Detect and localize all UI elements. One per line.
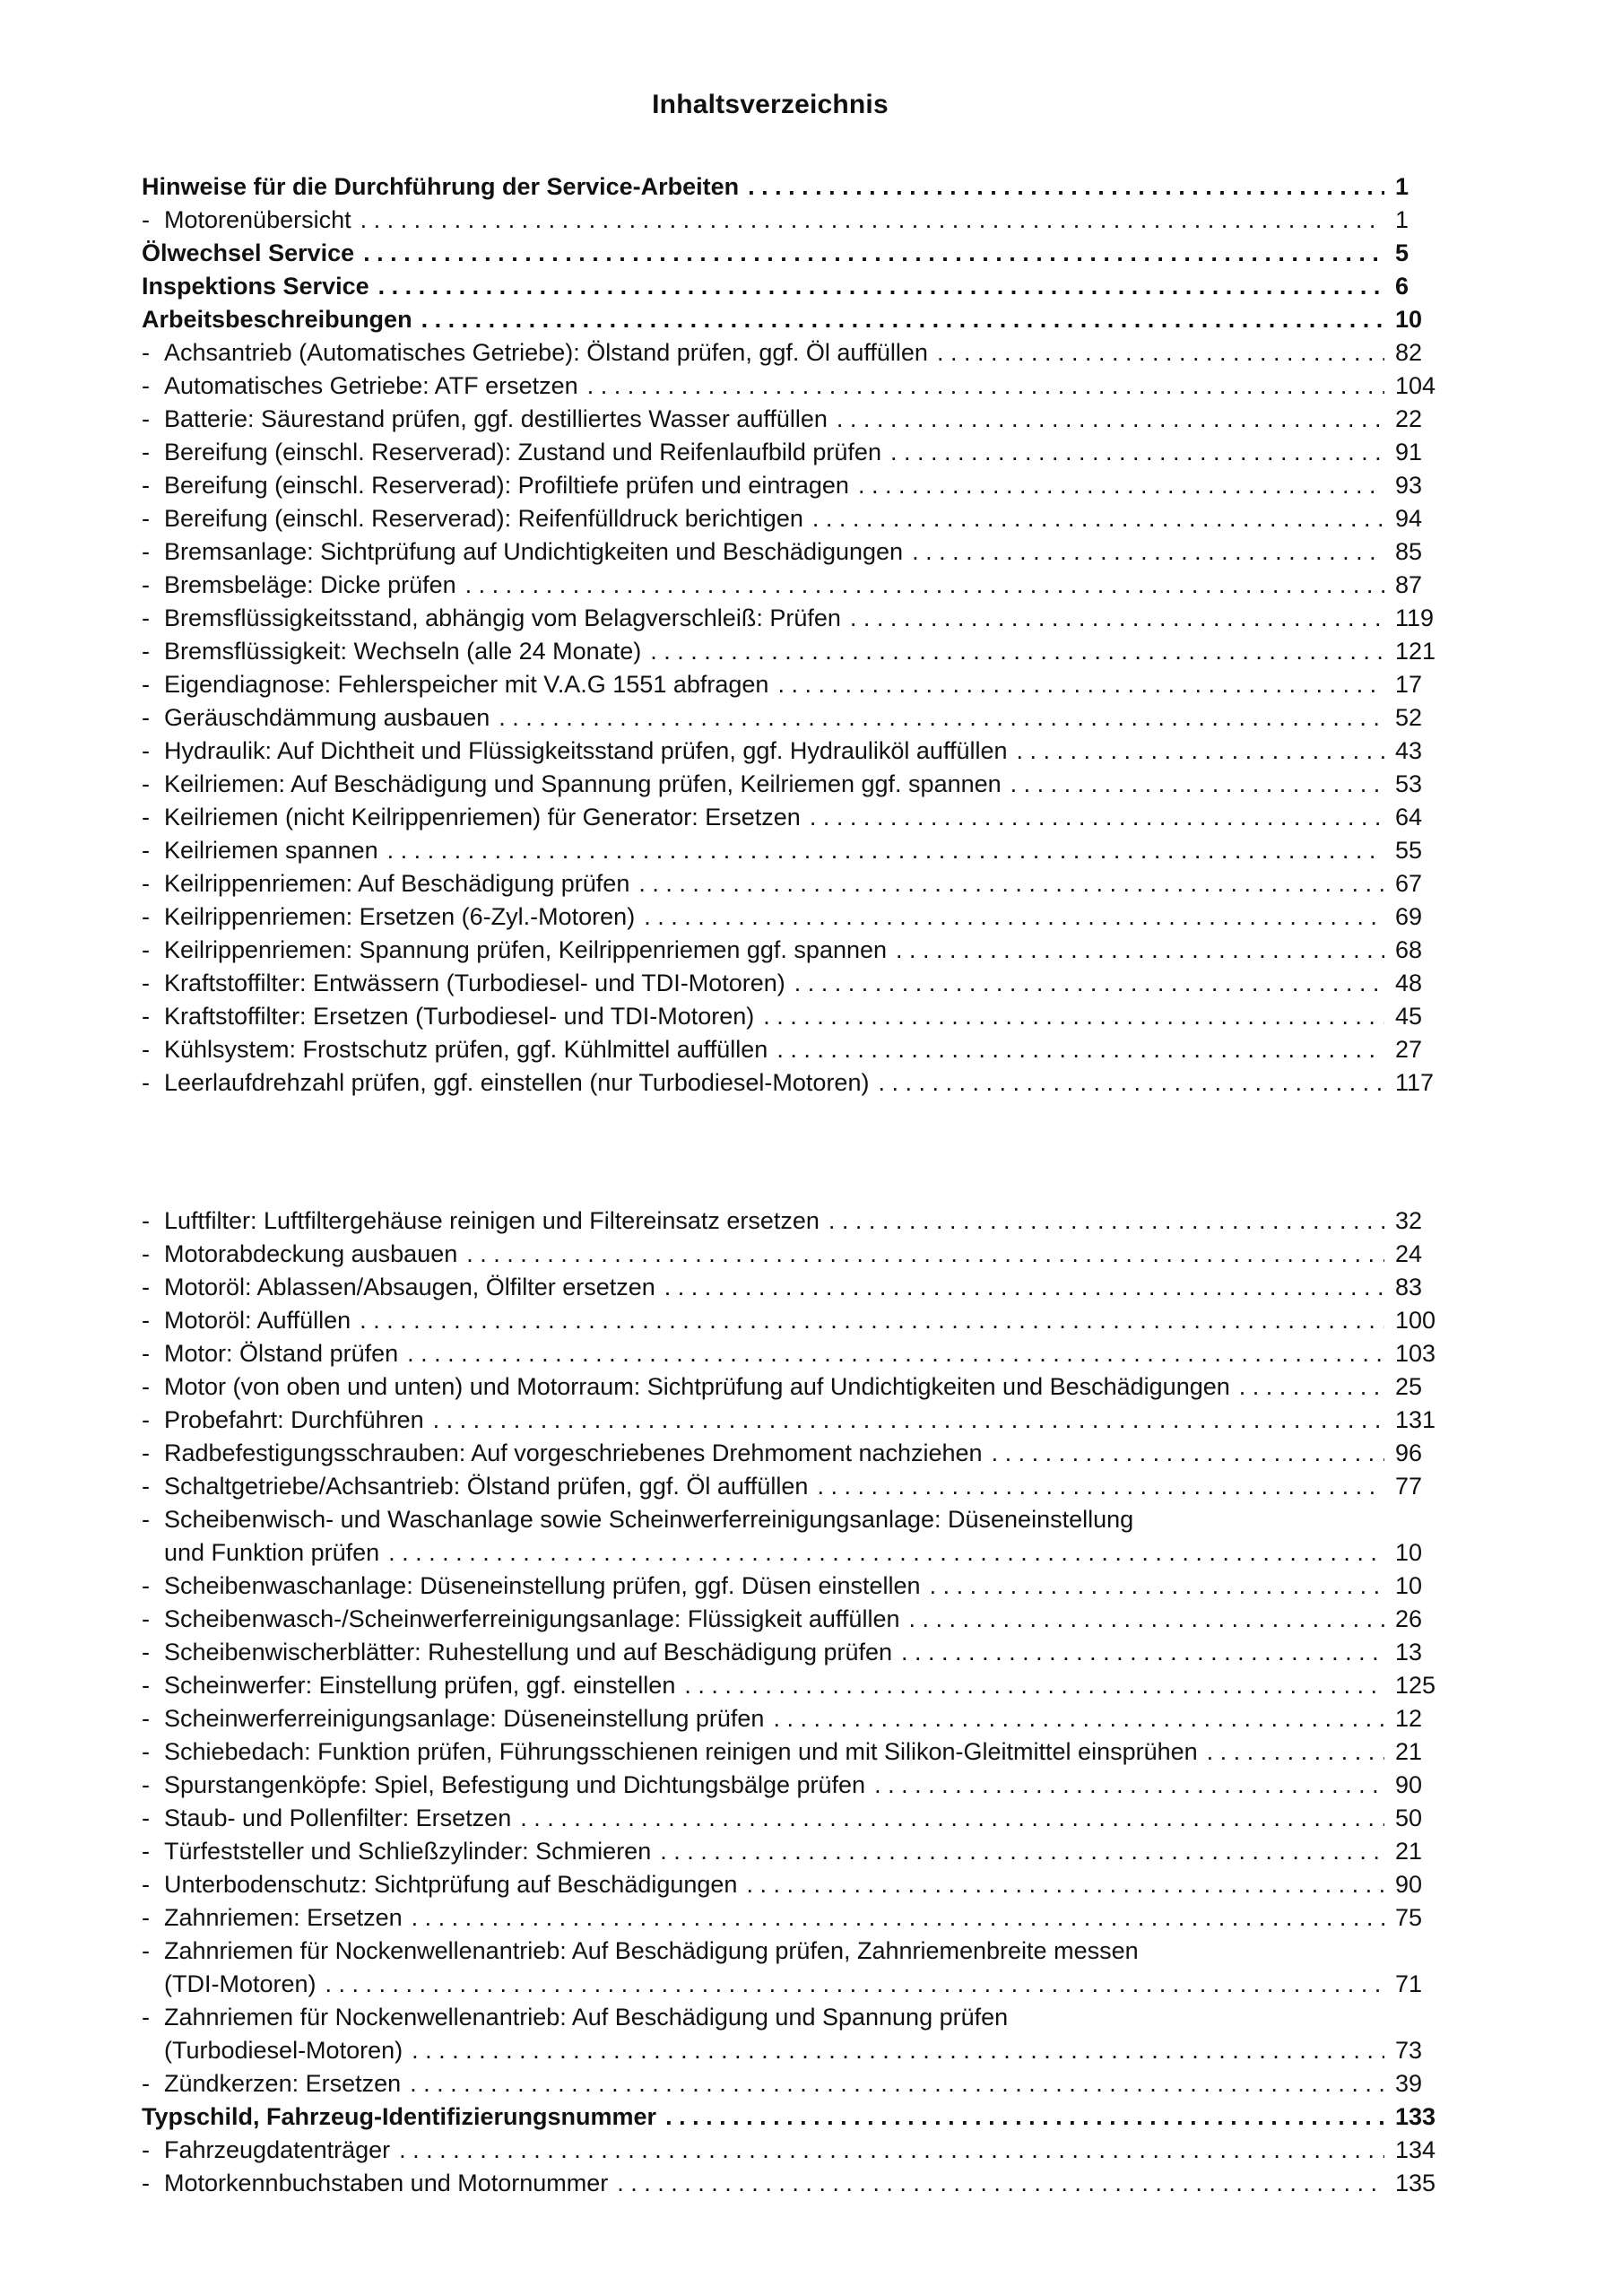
toc-entry-title: Motoröl: Auffüllen — [164, 1307, 351, 1334]
toc-dot-leader — [878, 1066, 1384, 1100]
toc-entry — [142, 1304, 1445, 1337]
toc-entry — [142, 403, 1445, 436]
toc-entry-title: Keilriemen spannen — [164, 837, 378, 864]
toc-entry-title: Kraftstoffilter: Ersetzen (Turbodiesel- und TDI-Motoren) — [164, 1003, 755, 1030]
toc-dot-leader — [748, 170, 1384, 204]
toc-entry-page: 64 — [1395, 804, 1423, 831]
toc-dot-leader — [1010, 768, 1384, 801]
toc-entry — [142, 1370, 1445, 1404]
toc-entry-dash: - — [142, 1406, 150, 1433]
toc-entry-page: 13 — [1395, 1639, 1423, 1665]
toc-entry-title: Arbeitsbeschreibungen — [142, 306, 412, 333]
toc-dot-leader — [812, 502, 1384, 535]
toc-entry-dash: - — [142, 405, 150, 432]
toc-entry-title: Hydraulik: Auf Dichtheit und Flüssigkeitsstand prüfen, ggf. Hydrauliköl auffüllen — [164, 737, 1008, 764]
toc-entry-page: 48 — [1395, 970, 1423, 996]
toc-entry-page: 1 — [1395, 173, 1409, 200]
toc-entry-title-continued: und Funktion prüfen — [164, 1539, 380, 1566]
toc-entry-page: 53 — [1395, 770, 1423, 797]
toc-entry — [142, 1337, 1445, 1370]
toc-entry-dash: - — [142, 1506, 150, 1533]
toc-entry — [142, 602, 1445, 635]
toc-heading — [142, 2100, 1445, 2134]
toc-dot-leader — [930, 1570, 1384, 1603]
toc-entry-dash: - — [142, 1069, 150, 1096]
toc-entry-dash: - — [142, 1904, 150, 1931]
toc-entry-page: 21 — [1395, 1738, 1423, 1765]
toc-entry-title: Zahnriemen für Nockenwellenantrieb: Auf Beschädigung und Spannung prüfen — [164, 2004, 1009, 2031]
toc-entry — [142, 2167, 1445, 2200]
toc-dot-leader — [908, 1603, 1384, 1636]
toc-entry — [142, 1503, 1445, 1570]
toc-entry-page: 125 — [1395, 1672, 1436, 1699]
toc-entry-dash: - — [142, 571, 150, 598]
toc-entry-title: Bremsanlage: Sichtprüfung auf Undichtigkeiten und Beschädigungen — [164, 538, 904, 565]
toc-entry-dash: - — [142, 1473, 150, 1500]
toc-entry-page: 67 — [1395, 870, 1423, 897]
toc-entry-page: 1 — [1395, 206, 1409, 233]
toc-entry-dash: - — [142, 970, 150, 996]
toc-entry-page: 87 — [1395, 571, 1423, 598]
toc-entry-page: 5 — [1395, 239, 1409, 266]
toc-dot-leader — [794, 967, 1384, 1000]
toc-entry — [142, 1702, 1445, 1735]
toc-entry-dash: - — [142, 704, 150, 731]
toc-entry — [142, 2001, 1445, 2067]
toc-entry-title: Batterie: Säurestand prüfen, ggf. destilliertes Wasser auffüllen — [164, 405, 828, 432]
toc-dot-leader — [912, 535, 1384, 569]
toc-entry — [142, 569, 1445, 602]
toc-entry-page: 12 — [1395, 1705, 1423, 1732]
toc-entry-page: 96 — [1395, 1439, 1423, 1466]
toc-dot-leader — [466, 1238, 1384, 1271]
toc-entry-title: Motor: Ölstand prüfen — [164, 1340, 399, 1367]
toc-entry-page: 25 — [1395, 1373, 1423, 1400]
toc-entry-dash: - — [142, 1805, 150, 1831]
toc-entry-page: 73 — [1395, 2037, 1423, 2064]
toc-entry — [142, 801, 1445, 834]
toc-entry-title: Scheinwerferreinigungsanlage: Düseneinstellung prüfen — [164, 1705, 765, 1732]
toc-entry-page: 104 — [1395, 372, 1436, 399]
toc-entry — [142, 1935, 1445, 2001]
toc-entry-title: Scheibenwaschanlage: Düseneinstellung prüfen, ggf. Düsen einstellen — [164, 1572, 921, 1599]
toc-dot-leader — [1239, 1370, 1384, 1404]
toc-entry — [142, 469, 1445, 502]
toc-dot-leader — [387, 834, 1384, 867]
toc-dot-leader — [325, 1968, 1384, 2001]
toc-dot-leader — [837, 403, 1384, 436]
toc-entry — [142, 1570, 1445, 1603]
toc-entry-line — [142, 2001, 1445, 2034]
toc-dot-leader — [874, 1769, 1384, 1802]
toc-section-1 — [142, 170, 1445, 1100]
toc-dot-leader — [499, 701, 1384, 735]
toc-entry — [142, 1238, 1445, 1271]
toc-entry-title: Fahrzeugdatenträger — [164, 2136, 391, 2163]
toc-entry-page: 6 — [1395, 273, 1409, 300]
toc-entry — [142, 1271, 1445, 1304]
toc-entry-dash: - — [142, 804, 150, 831]
toc-entry-title: Schaltgetriebe/Achsantrieb: Ölstand prüfen, ggf. Öl auffüllen — [164, 1473, 809, 1500]
toc-entry — [142, 535, 1445, 569]
toc-entry-dash: - — [142, 2136, 150, 2163]
toc-entry-line — [142, 1935, 1445, 1968]
toc-entry — [142, 336, 1445, 370]
toc-entry — [142, 1868, 1445, 1901]
toc-entry-title: Kraftstoffilter: Entwässern (Turbodiesel- und TDI-Motoren) — [164, 970, 785, 996]
toc-entry-title: Türfeststeller und Schließzylinder: Schmieren — [164, 1838, 652, 1865]
toc-entry-page: 32 — [1395, 1207, 1423, 1234]
toc-entry-title: Probefahrt: Durchführen — [164, 1406, 424, 1433]
toc-entry — [142, 1669, 1445, 1702]
toc-dot-leader — [858, 469, 1384, 502]
toc-entry — [142, 2067, 1445, 2100]
toc-dot-leader — [650, 635, 1384, 668]
toc-dot-leader — [360, 1304, 1384, 1337]
toc-entry — [142, 436, 1445, 469]
toc-entry-title: Scheibenwischerblätter: Ruhestellung und auf Beschädigung prüfen — [164, 1639, 893, 1665]
toc-entry-title: Ölwechsel Service — [142, 239, 355, 266]
toc-dot-leader — [992, 1437, 1384, 1470]
toc-entry-title: Luftfilter: Luftfiltergehäuse reinigen und Filtereinsatz ersetzen — [164, 1207, 820, 1234]
toc-entry-title: Motoröl: Ablassen/Absaugen, Ölfilter ersetzen — [164, 1274, 655, 1300]
toc-entry-line — [142, 1968, 1445, 2001]
toc-entry — [142, 1205, 1445, 1238]
toc-entry-page: 135 — [1395, 2170, 1436, 2196]
toc-entry-title: Scheibenwisch- und Waschanlage sowie Scheinwerferreinigungsanlage: Düseneinstellung — [164, 1506, 1134, 1533]
toc-entry-line — [142, 2034, 1445, 2067]
toc-entry-title: Kühlsystem: Frostschutz prüfen, ggf. Kühlmittel auffüllen — [164, 1036, 768, 1063]
toc-entry-title: Motorkennbuchstaben und Motornummer — [164, 2170, 609, 2196]
toc-entry-dash: - — [142, 1439, 150, 1466]
toc-dot-leader — [684, 1669, 1384, 1702]
toc-heading — [142, 303, 1445, 336]
toc-entry-page: 93 — [1395, 472, 1423, 499]
toc-entry-page: 77 — [1395, 1473, 1423, 1500]
toc-entry-dash: - — [142, 1738, 150, 1765]
toc-entry-page: 26 — [1395, 1605, 1423, 1632]
toc-heading — [142, 270, 1445, 303]
toc-entry — [142, 701, 1445, 735]
toc-entry-dash: - — [142, 1373, 150, 1400]
toc-dot-leader — [410, 2067, 1384, 2100]
toc-entry-page: 24 — [1395, 1240, 1423, 1267]
toc-entry-dash: - — [142, 1036, 150, 1063]
toc-entry-title: Staub- und Pollenfilter: Ersetzen — [164, 1805, 512, 1831]
toc-entry-page: 22 — [1395, 405, 1423, 432]
toc-entry-title-continued: (Turbodiesel-Motoren) — [164, 2037, 403, 2064]
toc-entry-page: 68 — [1395, 936, 1423, 963]
toc-entry-title: Keilrippenriemen: Spannung prüfen, Keilrippenriemen ggf. spannen — [164, 936, 888, 963]
toc-entry-page: 82 — [1395, 339, 1423, 366]
toc-entry — [142, 1769, 1445, 1802]
toc-entry-title: Keilriemen (nicht Keilrippenriemen) für Generator: Ersetzen — [164, 804, 801, 831]
toc-entry — [142, 1033, 1445, 1066]
toc-entry-page: 10 — [1395, 306, 1423, 333]
toc-dot-leader — [817, 1470, 1384, 1503]
toc-entry-page: 133 — [1395, 2103, 1436, 2130]
toc-dot-leader — [587, 370, 1384, 403]
toc-entry — [142, 768, 1445, 801]
toc-entry-dash: - — [142, 372, 150, 399]
toc-entry — [142, 1603, 1445, 1636]
toc-entry-title-continued: (TDI-Motoren) — [164, 1970, 317, 1997]
toc-dot-leader — [777, 668, 1384, 701]
toc-dot-leader — [896, 934, 1384, 967]
toc-entry-dash: - — [142, 505, 150, 532]
toc-entry-title: Bereifung (einschl. Reserverad): Zustand und Reifenlaufbild prüfen — [164, 439, 881, 465]
toc-entry-page: 83 — [1395, 1274, 1423, 1300]
toc-entry-dash: - — [142, 837, 150, 864]
toc-entry — [142, 1636, 1445, 1669]
toc-entry-dash: - — [142, 1307, 150, 1334]
toc-entry-page: 94 — [1395, 505, 1423, 532]
toc-entry — [142, 204, 1445, 237]
toc-dot-leader — [1207, 1735, 1384, 1769]
toc-entry — [142, 1735, 1445, 1769]
toc-dot-leader — [665, 2100, 1384, 2134]
toc-entry — [142, 1000, 1445, 1033]
toc-dot-leader — [828, 1205, 1384, 1238]
toc-heading — [142, 237, 1445, 270]
toc-entry-title: Motorabdeckung ausbauen — [164, 1240, 458, 1267]
toc-entry-title: Unterbodenschutz: Sichtprüfung auf Beschädigungen — [164, 1871, 738, 1898]
toc-entry-dash: - — [142, 1240, 150, 1267]
toc-entry-page: 10 — [1395, 1539, 1423, 1566]
toc-entry-dash: - — [142, 1838, 150, 1865]
toc-entry-page: 10 — [1395, 1572, 1423, 1599]
toc-entry-title: Bereifung (einschl. Reserverad): Profiltiefe prüfen und eintragen — [164, 472, 849, 499]
toc-entry-page: 100 — [1395, 1307, 1436, 1334]
toc-entry-dash: - — [142, 870, 150, 897]
toc-entry — [142, 668, 1445, 701]
toc-dot-leader — [378, 270, 1384, 303]
toc-entry — [142, 967, 1445, 1000]
toc-entry-dash: - — [142, 538, 150, 565]
toc-entry-title: Geräuschdämmung ausbauen — [164, 704, 490, 731]
toc-section-2 — [142, 1205, 1445, 2200]
toc-entry-title: Motorenübersicht — [164, 206, 351, 233]
toc-entry-dash: - — [142, 604, 150, 631]
toc-entry-dash: - — [142, 1207, 150, 1234]
toc-entry-dash: - — [142, 2004, 150, 2031]
toc-entry-page: 131 — [1395, 1406, 1436, 1433]
toc-entry-title: Schiebedach: Funktion prüfen, Führungsschienen reinigen und mit Silikon-Gleitmittel einsprühen — [164, 1738, 1198, 1765]
toc-entry-dash: - — [142, 339, 150, 366]
toc-entry-title: Bremsflüssigkeit: Wechseln (alle 24 Monate) — [164, 638, 642, 665]
toc-entry-page: 39 — [1395, 2070, 1423, 2097]
toc-dot-leader — [776, 1033, 1384, 1066]
toc-entry — [142, 735, 1445, 768]
toc-entry-title: Typschild, Fahrzeug-Identifizierungsnummer — [142, 2103, 657, 2130]
toc-dot-leader — [407, 1337, 1384, 1370]
toc-entry-dash: - — [142, 2070, 150, 2097]
toc-dot-leader — [850, 602, 1384, 635]
toc-entry-dash: - — [142, 1771, 150, 1798]
toc-dot-leader — [644, 900, 1384, 934]
toc-dot-leader — [638, 867, 1384, 900]
toc-entry-dash: - — [142, 737, 150, 764]
toc-entry-page: 90 — [1395, 1771, 1423, 1798]
toc-entry-dash: - — [142, 903, 150, 930]
toc-entry-title: Keilrippenriemen: Auf Beschädigung prüfen — [164, 870, 630, 897]
toc-entry — [142, 1802, 1445, 1835]
toc-entry-page: 55 — [1395, 837, 1423, 864]
toc-entry — [142, 1470, 1445, 1503]
toc-entry-dash: - — [142, 1705, 150, 1732]
toc-dot-leader — [773, 1702, 1384, 1735]
toc-entry-dash: - — [142, 1003, 150, 1030]
toc-entry — [142, 900, 1445, 934]
toc-entry-title: Radbefestigungsschrauben: Auf vorgeschriebenes Drehmoment nachziehen — [164, 1439, 983, 1466]
toc-entry-page: 17 — [1395, 671, 1423, 698]
toc-entry-page: 75 — [1395, 1904, 1423, 1931]
toc-entry-page: 117 — [1395, 1069, 1435, 1096]
toc-entry-dash: - — [142, 1672, 150, 1699]
toc-dot-leader — [901, 1636, 1384, 1669]
toc-entry-title: Leerlaufdrehzahl prüfen, ggf. einstellen (nur Turbodiesel-Motoren) — [164, 1069, 870, 1096]
toc-entry — [142, 502, 1445, 535]
toc-dot-leader — [660, 1835, 1384, 1868]
toc-dot-leader — [810, 801, 1384, 834]
toc-entry-title: Inspektions Service — [142, 273, 369, 300]
toc-entry-dash: - — [142, 638, 150, 665]
toc-entry-title: Achsantrieb (Automatisches Getriebe): Ölstand prüfen, ggf. Öl auffüllen — [164, 339, 928, 366]
toc-entry-line — [142, 1503, 1445, 1536]
toc-entry-title: Keilrippenriemen: Ersetzen (6-Zyl.-Motoren) — [164, 903, 636, 930]
toc-dot-leader — [937, 336, 1384, 370]
toc-entry-dash: - — [142, 1274, 150, 1300]
toc-dot-leader — [388, 1536, 1384, 1570]
toc-dot-leader — [421, 303, 1384, 336]
toc-dot-leader — [412, 2034, 1384, 2067]
toc-entry-page: 43 — [1395, 737, 1423, 764]
toc-entry-title: Zahnriemen für Nockenwellenantrieb: Auf Beschädigung prüfen, Zahnriemenbreite messen — [164, 1937, 1139, 1964]
toc-entry-dash: - — [142, 770, 150, 797]
toc-entry-dash: - — [142, 1340, 150, 1367]
toc-entry — [142, 1437, 1445, 1470]
toc-entry-title: Zahnriemen: Ersetzen — [164, 1904, 403, 1931]
toc-entry-page: 121 — [1395, 638, 1436, 665]
toc-entry — [142, 1404, 1445, 1437]
toc-entry-dash: - — [142, 936, 150, 963]
toc-entry-title: Hinweise für die Durchführung der Service-Arbeiten — [142, 173, 740, 200]
toc-entry-page: 119 — [1395, 604, 1435, 631]
toc-entry-page: 52 — [1395, 704, 1423, 731]
toc-entry-line — [142, 1536, 1445, 1570]
toc-entry-dash: - — [142, 671, 150, 698]
toc-entry — [142, 867, 1445, 900]
toc-dot-leader — [412, 1901, 1384, 1935]
toc-entry-page: 21 — [1395, 1838, 1423, 1865]
toc-entry-title: Scheibenwasch-/Scheinwerferreinigungsanlage: Flüssigkeit auffüllen — [164, 1605, 900, 1632]
toc-entry-page: 69 — [1395, 903, 1423, 930]
toc-entry-dash: - — [142, 1605, 150, 1632]
toc-dot-leader — [520, 1802, 1384, 1835]
toc-dot-leader — [465, 569, 1384, 602]
toc-entry-page: 45 — [1395, 1003, 1423, 1030]
toc-entry-title: Bremsbeläge: Dicke prüfen — [164, 571, 456, 598]
toc-dot-leader — [617, 2167, 1384, 2200]
toc-entry — [142, 635, 1445, 668]
toc-entry-title: Bremsflüssigkeitsstand, abhängig vom Belagverschleiß: Prüfen — [164, 604, 841, 631]
toc-dot-leader — [664, 1271, 1384, 1304]
toc-dot-leader — [360, 204, 1384, 237]
toc-entry-dash: - — [142, 1639, 150, 1665]
toc-dot-leader — [763, 1000, 1384, 1033]
toc-entry-title: Bereifung (einschl. Reserverad): Reifenfülldruck berichtigen — [164, 505, 803, 532]
toc-entry — [142, 834, 1445, 867]
toc-entry — [142, 370, 1445, 403]
toc-entry-page: 85 — [1395, 538, 1423, 565]
toc-dot-leader — [746, 1868, 1384, 1901]
toc-entry-page: 27 — [1395, 1036, 1423, 1063]
toc-entry-dash: - — [142, 1937, 150, 1964]
toc-entry — [142, 1835, 1445, 1868]
toc-entry-title: Zündkerzen: Ersetzen — [164, 2070, 402, 2097]
toc-dot-leader — [363, 237, 1384, 270]
toc-entry-title: Eigendiagnose: Fehlerspeicher mit V.A.G 1551 abfragen — [164, 671, 769, 698]
toc-dot-leader — [1017, 735, 1384, 768]
toc-heading — [142, 170, 1445, 204]
toc-entry-title: Motor (von oben und unten) und Motorraum: Sichtprüfung auf Undichtigkeiten und Beschädigungen — [164, 1373, 1230, 1400]
toc-entry-dash: - — [142, 1572, 150, 1599]
toc-entry-dash: - — [142, 439, 150, 465]
toc-entry-page: 50 — [1395, 1805, 1423, 1831]
toc-entry-page: 134 — [1395, 2136, 1436, 2163]
page-title: Inhaltsverzeichnis — [652, 90, 889, 119]
toc-entry — [142, 1901, 1445, 1935]
toc-dot-leader — [433, 1404, 1384, 1437]
toc-entry-dash: - — [142, 2170, 150, 2196]
toc-entry-dash: - — [142, 206, 150, 233]
toc-entry-dash: - — [142, 472, 150, 499]
toc-entry-title: Automatisches Getriebe: ATF ersetzen — [164, 372, 578, 399]
toc-dot-leader — [890, 436, 1384, 469]
toc-entry — [142, 2134, 1445, 2167]
toc-entry-page: 90 — [1395, 1871, 1423, 1898]
toc-entry-page: 91 — [1395, 439, 1423, 465]
toc-entry-title: Keilriemen: Auf Beschädigung und Spannung prüfen, Keilriemen ggf. spannen — [164, 770, 1002, 797]
toc-entry — [142, 934, 1445, 967]
toc-entry-title: Spurstangenköpfe: Spiel, Befestigung und Dichtungsbälge prüfen — [164, 1771, 866, 1798]
toc-entry-page: 103 — [1395, 1340, 1436, 1367]
toc-dot-leader — [399, 2134, 1384, 2167]
toc-entry-page: 71 — [1395, 1970, 1423, 1997]
toc-entry — [142, 1066, 1445, 1100]
toc-entry-title: Scheinwerfer: Einstellung prüfen, ggf. einstellen — [164, 1672, 676, 1699]
toc-entry-dash: - — [142, 1871, 150, 1898]
